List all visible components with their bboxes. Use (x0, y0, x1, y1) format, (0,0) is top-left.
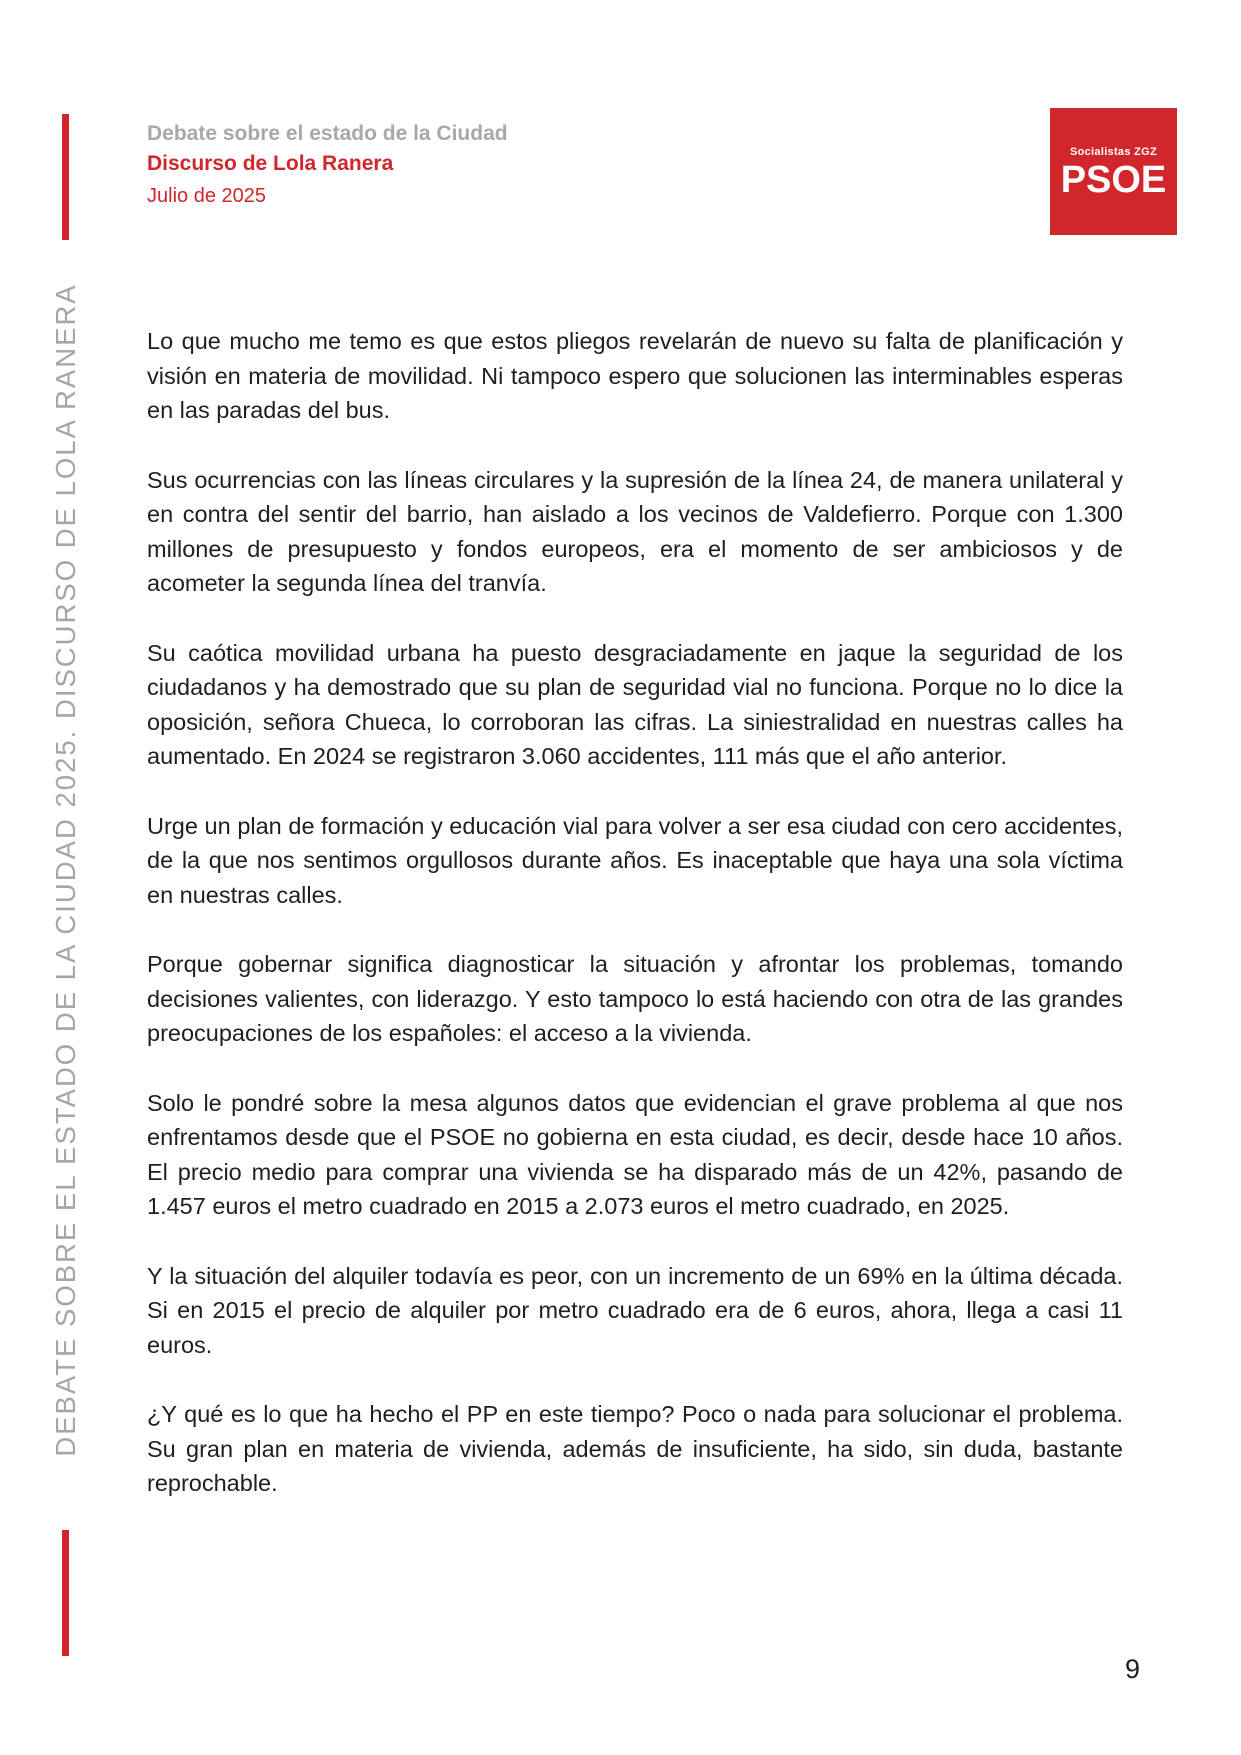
event-title: Debate sobre el estado de la Ciudad (147, 122, 508, 145)
document-header (147, 120, 508, 213)
paragraph: Lo que mucho me temo es que estos pliegos revelarán de nuevo su falta de planificación y visión en materia de movilidad. Ni tampoco espero que solucionen las interminables esperas en las paradas del bus. (147, 328, 1123, 423)
page-number: 9 (1124, 1654, 1140, 1684)
speech-date: Julio de 2025 (147, 185, 266, 207)
speech-title: Discurso de Lola Ranera (147, 152, 394, 175)
paragraph: Urge un plan de formación y educación vial para volver a ser esa ciudad con cero accidentes, de la que nos sentimos orgullosos durante años. Es inaceptable que haya una sola víctima en nuestras calles. (147, 812, 1123, 908)
paragraph: Su caótica movilidad urbana ha puesto desgraciadamente en jaque la seguridad de los ciudadanos y ha demostrado que su plan de seguridad vial no funciona. Porque no lo dice la oposición, señora Chueca, lo corroboran las cifras. La siniestralidad en nuestras calles ha aumentado. En 2024 se registraron 3.060 accidentes, 111 más que el año anterior. (147, 639, 1123, 769)
side-accent-bar-top (62, 114, 69, 240)
speech-body (147, 324, 1123, 1536)
logo-name: PSOE (1060, 159, 1167, 201)
side-accent-bar-bottom (62, 1530, 69, 1656)
logo-tagline: Socialistas ZGZ (1069, 146, 1158, 158)
paragraph: Sus ocurrencias con las líneas circulares y la supresión de la línea 24, de manera unilateral y en contra del sentir del barrio, han aislado a los vecinos de Valdefierro. Porque con 1.300 millones de presupuesto y fondos europeos, era el momento de ser ambiciosos y de acometer la segunda línea del tranvía. (147, 466, 1123, 596)
paragraph: Y la situación del alquiler todavía es peor, con un incremento de un 69% en la última década. Si en 2015 el precio de alquiler por metro cuadrado era de 6 euros, ahora, llega a casi 11 euros. (147, 1262, 1123, 1358)
psoe-logo (1050, 108, 1177, 235)
side-running-title: DEBATE SOBRE EL ESTADO DE LA CIUDAD 2025. DISCURSO DE LOLA RANERA (50, 283, 81, 1457)
paragraph: Porque gobernar significa diagnosticar la situación y afrontar los problemas, tomando decisiones valientes, con liderazgo. Y esto tampoco lo está haciendo con otra de las grandes preocupaciones de los españoles: el acceso a la vivienda. (147, 951, 1123, 1046)
paragraph: Solo le pondré sobre la mesa algunos datos que evidencian el grave problema al que nos enfrentamos desde que el PSOE no gobierna en esta ciudad, es decir, desde hace 10 años. El precio medio para comprar una vivienda se ha disparado más de un 42%, pasando de 1.457 euros el metro cuadrado en 2015 a 2.073 euros el metro cuadrado, en 2025. (147, 1089, 1123, 1219)
paragraph: ¿Y qué es lo que ha hecho el PP en este tiempo? Poco o nada para solucionar el problema. Su gran plan en materia de vivienda, además de insuficiente, ha sido, sin duda, bastante reprochable. (147, 1401, 1123, 1496)
